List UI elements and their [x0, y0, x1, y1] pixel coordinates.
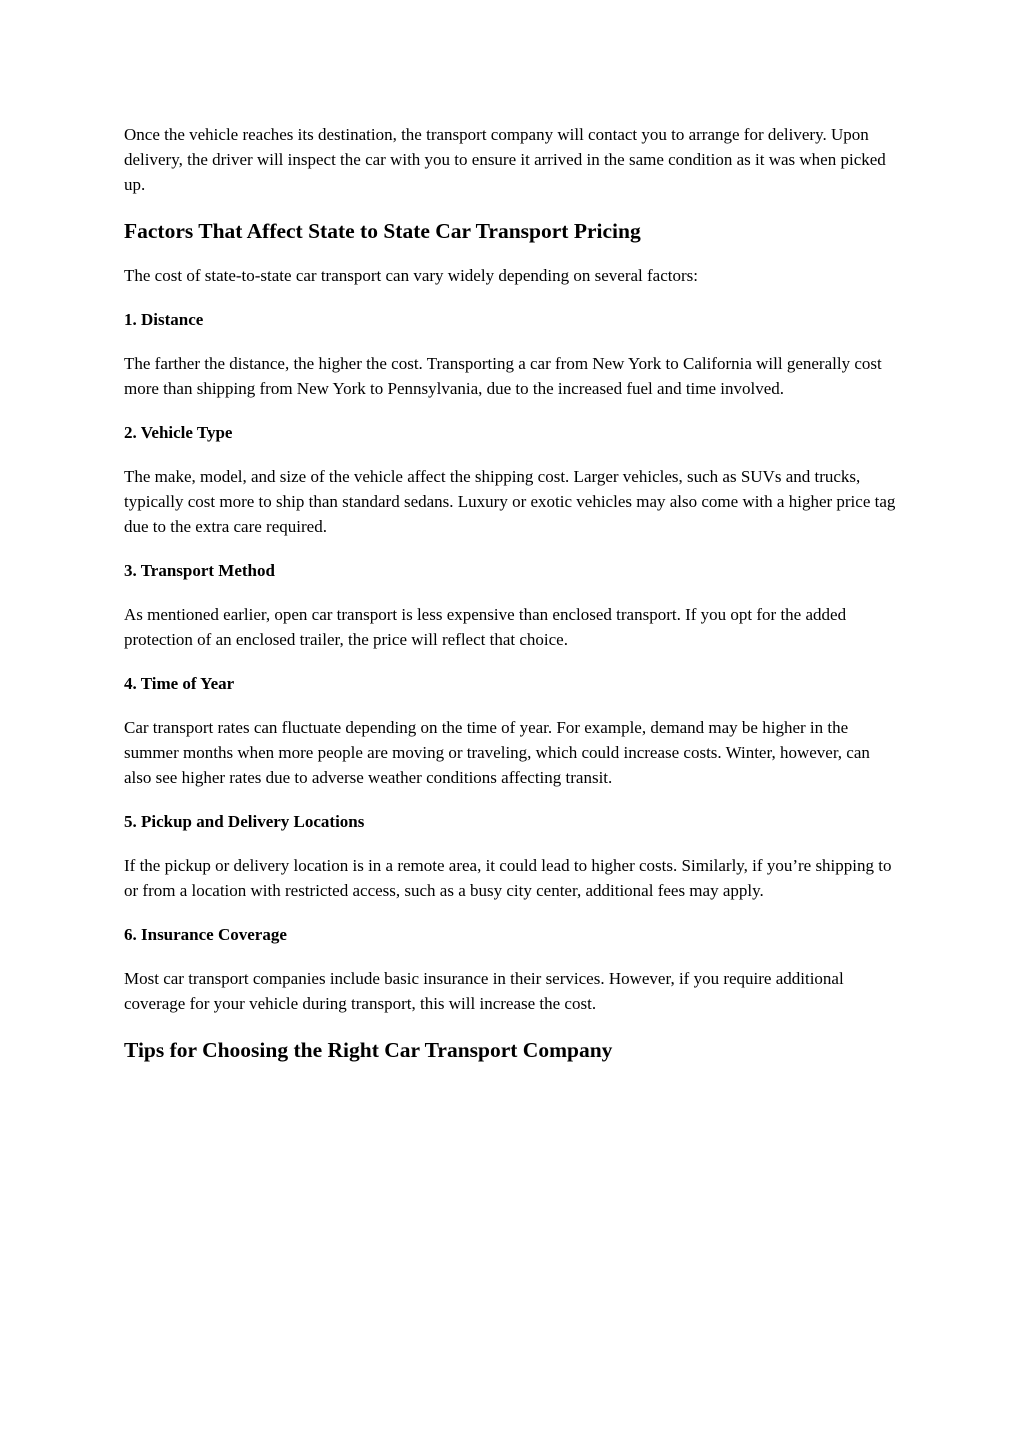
intro-paragraph: Once the vehicle reaches its destination, the transport company will contact you to arrange for delivery. Upon delivery, the driver will inspect the car with you to ensure it arrived in the same condition as it was when picked up. [124, 125, 886, 194]
factor-text-pickup-delivery: If the pickup or delivery location is in a remote area, it could lead to higher costs. Similarly, if you’re shipping to or from a location with restricted access, such as a busy city center, additional fees may apply. [124, 856, 892, 900]
factor-heading-distance: 1. Distance [124, 310, 204, 329]
factor-heading-pickup-delivery: 5. Pickup and Delivery Locations [124, 812, 365, 831]
factor-heading-time-of-year: 4. Time of Year [124, 674, 235, 693]
factor-heading-insurance: 6. Insurance Coverage [124, 925, 287, 944]
factor-text-distance: The farther the distance, the higher the cost. Transporting a car from New York to California will generally cost more than shipping from New York to Pennsylvania, due to the increased fuel and time involved. [124, 354, 882, 398]
factor-text-insurance: Most car transport companies include basic insurance in their services. However, if you require additional coverage for your vehicle during transport, this will increase the cost. [124, 969, 844, 1013]
tips-heading: Tips for Choosing the Right Car Transport Company [124, 1038, 613, 1062]
document-page [124, 122, 900, 1086]
factor-heading-vehicle-type: 2. Vehicle Type [124, 423, 233, 442]
factor-text-vehicle-type: The make, model, and size of the vehicle affect the shipping cost. Larger vehicles, such as SUVs and trucks, typically cost more to ship than standard sedans. Luxury or exotic vehicles may also come with a higher price tag due to the extra care required. [124, 467, 896, 536]
factor-text-time-of-year: Car transport rates can fluctuate depending on the time of year. For example, demand may be higher in the summer months when more people are moving or traveling, which could increase costs. Winter, however, can also see higher rates due to adverse weather conditions affecting transit. [124, 718, 870, 787]
factors-intro-paragraph: The cost of state-to-state car transport can vary widely depending on several factors: [124, 266, 698, 285]
factors-heading: Factors That Affect State to State Car Transport Pricing [124, 219, 641, 243]
factor-heading-transport-method: 3. Transport Method [124, 561, 275, 580]
factor-text-transport-method: As mentioned earlier, open car transport is less expensive than enclosed transport. If you opt for the added protection of an enclosed trailer, the price will reflect that choice. [124, 605, 847, 649]
